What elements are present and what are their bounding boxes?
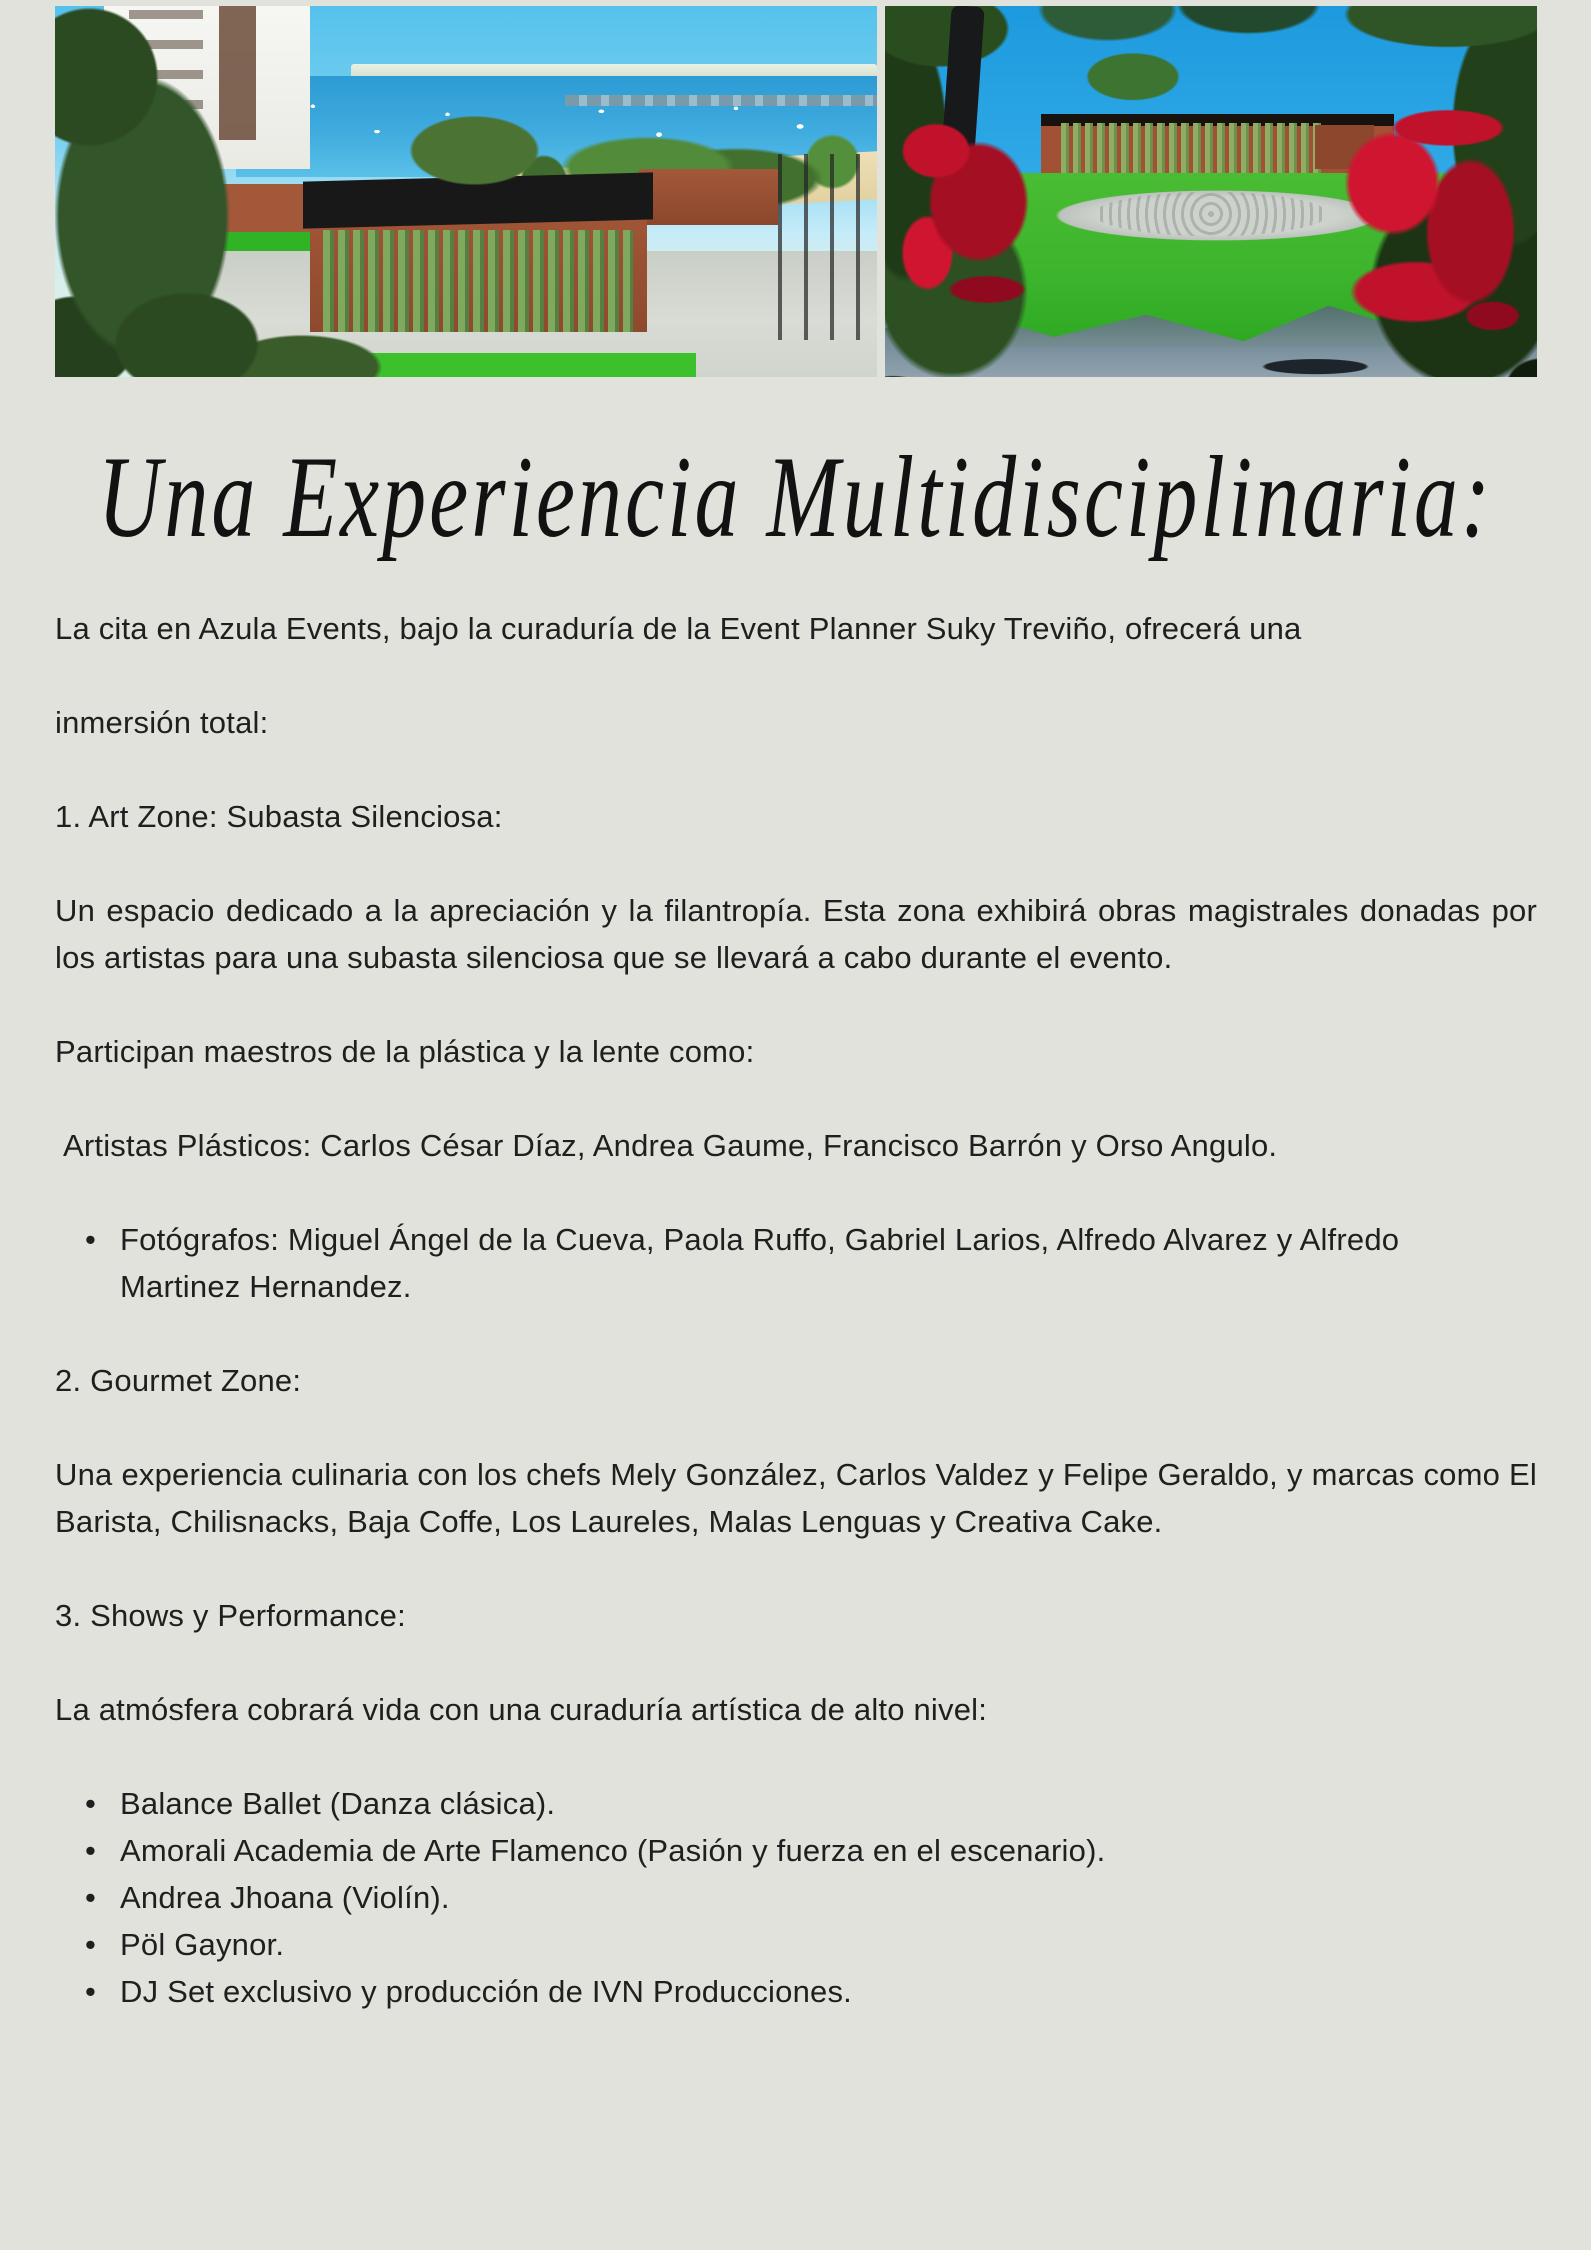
show-item-text: Andrea Jhoana (Violín). [120, 1880, 450, 1915]
page-title: Una Experiencia Multidisciplinaria: [97, 434, 1494, 563]
gourmet-body: Una experiencia culinaria con los chefs Mely González, Carlos Valdez y Felipe Geraldo, y marcas como El Barista, Chilisnacks, Baja Coffe, Los Laureles, Malas Lenguas y Creativa Cake. [55, 1457, 1537, 1539]
photo-red-bougainvillea-left [885, 110, 1055, 314]
list-item [55, 1921, 1485, 1968]
show-item-text: Pöl Gaynor. [120, 1927, 285, 1962]
photo-overhead-vines [1002, 6, 1354, 58]
marina-aerial-photo [55, 6, 877, 377]
photographers-list [55, 1216, 1485, 1310]
list-item [55, 1780, 1485, 1827]
photo-dock [565, 95, 877, 106]
show-item-text: Balance Ballet (Danza clásica). [120, 1786, 556, 1821]
participants-intro: Participan maestros de la plástica y la lente como: [55, 1034, 755, 1069]
intro-line-2: inmersión total: [55, 705, 269, 740]
photo-red-bougainvillea-right [1315, 99, 1537, 340]
art-zone-heading: 1. Art Zone: Subasta Silenciosa: [55, 799, 503, 834]
show-item-text: Amorali Academia de Arte Flamenco (Pasión y fuerza en el escenario). [120, 1833, 1106, 1868]
plastic-artists-line: Artistas Plásticos: Carlos César Díaz, Andrea Gaume, Francisco Barrón y Orso Angulo. [63, 1128, 1278, 1163]
photo-metal-pergola [778, 154, 877, 340]
garden-bougainvillea-photo [885, 6, 1537, 377]
shows-heading: 3. Shows y Performance: [55, 1598, 406, 1633]
list-item [55, 1827, 1485, 1874]
intro-line-1: La cita en Azula Events, bajo la curaduría de la Event Planner Suky Treviño, ofrecerá una [55, 611, 1302, 646]
art-zone-body: Un espacio dedicado a la apreciación y la filantropía. Esta zona exhibirá obras magistrales donadas por los artistas para una subasta silenciosa que se llevará a cabo durante el evento. [55, 893, 1537, 975]
show-item-text: DJ Set exclusivo y producción de IVN Producciones. [120, 1974, 852, 2009]
list-item [55, 1874, 1485, 1921]
shows-list [55, 1780, 1485, 2015]
list-item [55, 1216, 1485, 1310]
gourmet-heading: 2. Gourmet Zone: [55, 1363, 302, 1398]
photo-brick-wall-right [639, 169, 779, 225]
list-item [55, 1968, 1485, 2015]
photographers-bullet-text: Fotógrafos: Miguel Ángel de la Cueva, Paola Ruffo, Gabriel Larios, Alfredo Alvarez y Alfredo Martinez Hernandez. [120, 1222, 1400, 1304]
photo-center-tree [384, 102, 565, 198]
photo-bottom-tree-mass [88, 258, 417, 377]
shows-intro: La atmósfera cobrará vida con una curaduría artística de alto nivel: [55, 1692, 988, 1727]
